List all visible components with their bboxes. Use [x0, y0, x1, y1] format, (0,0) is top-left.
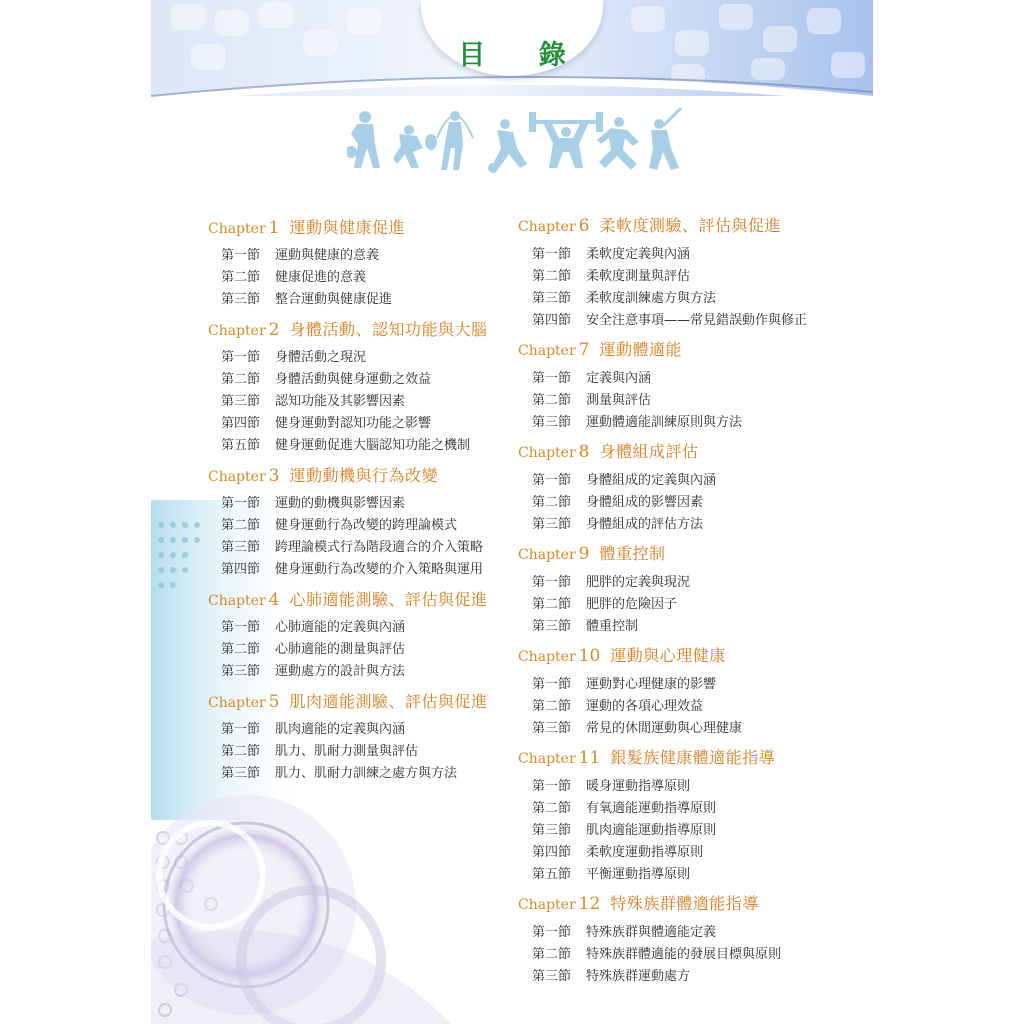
chapter-heading	[518, 748, 775, 769]
chapter-heading	[208, 590, 487, 611]
section-title: 測量與評估	[586, 393, 652, 408]
chapter-number: 2	[268, 320, 280, 340]
section-entry	[532, 698, 703, 716]
chapter-title: 運動與健康促進	[289, 218, 405, 237]
section-entry	[532, 268, 690, 286]
section-title: 肥胖的定義與現況	[586, 575, 691, 590]
section-title: 肌肉適能運動指導原則	[586, 823, 717, 838]
basketball-player-icon	[347, 111, 380, 168]
section-title: 運動處方的設計與方法	[275, 664, 406, 679]
section-label: 第二節	[221, 270, 261, 285]
section-title: 健身運動對認知功能之影響	[275, 416, 432, 431]
section-entry	[532, 866, 690, 884]
section-entry	[532, 924, 716, 942]
section-entry	[532, 822, 716, 840]
section-entry	[221, 765, 457, 783]
chapter-label: Chapter	[518, 343, 576, 359]
section-title: 特殊族群運動處方	[586, 969, 691, 984]
chapter-number: 3	[268, 466, 280, 486]
section-label: 第一節	[221, 350, 261, 365]
chapter-heading	[208, 466, 438, 487]
chapter-title: 運動與心理健康	[610, 646, 726, 665]
section-entry	[532, 370, 651, 388]
section-label: 第一節	[221, 620, 261, 635]
section-title: 肥胖的危險因子	[586, 597, 678, 612]
section-label: 第三節	[532, 517, 572, 532]
section-label: 第三節	[221, 394, 261, 409]
section-label: 第三節	[221, 292, 261, 307]
section-label: 第二節	[532, 393, 572, 408]
section-entry	[221, 393, 405, 411]
runner-icon	[597, 117, 639, 170]
chapter-heading	[518, 894, 759, 915]
section-entry	[221, 495, 405, 513]
section-entry	[532, 946, 781, 964]
section-title: 心肺適能的定義與內涵	[275, 620, 406, 635]
section-entry	[221, 349, 366, 367]
section-label: 第二節	[221, 744, 261, 759]
section-title: 柔軟度定義與內涵	[586, 247, 691, 262]
section-entry	[221, 641, 405, 659]
chapter-number: 5	[268, 692, 280, 712]
chapter-title: 運動動機與行為改變	[289, 466, 438, 485]
section-label: 第二節	[532, 495, 572, 510]
section-title: 跨理論模式行為階段適合的介入策略	[275, 540, 484, 555]
section-title: 暖身運動指導原則	[586, 779, 691, 794]
section-title: 特殊族群體適能的發展目標與原則	[586, 947, 782, 962]
section-title: 運動體適能訓練原則與方法	[586, 415, 743, 430]
chapter-label: Chapter	[208, 221, 266, 237]
section-entry	[532, 494, 703, 512]
section-entry	[532, 778, 690, 796]
chapter-title: 銀髮族健康體適能指導	[610, 748, 776, 767]
chapter-number: 6	[578, 216, 590, 236]
section-label: 第三節	[532, 291, 572, 306]
section-entry	[532, 312, 807, 330]
section-entry	[532, 968, 690, 986]
chapter-title: 身體組成評估	[599, 442, 699, 461]
section-entry	[532, 290, 716, 308]
chapter-label: Chapter	[518, 649, 576, 665]
section-label: 第一節	[532, 247, 572, 262]
section-label: 第三節	[532, 823, 572, 838]
section-entry	[532, 844, 703, 862]
section-label: 第一節	[532, 779, 572, 794]
weightlifter-icon	[529, 112, 603, 168]
section-title: 肌肉適能的定義與內涵	[275, 722, 406, 737]
section-entry	[532, 414, 742, 432]
section-title: 特殊族群與體適能定義	[586, 925, 717, 940]
chapter-number: 1	[268, 218, 280, 238]
section-label: 第二節	[221, 518, 261, 533]
section-title: 有氧適能運動指導原則	[586, 801, 717, 816]
chapter-heading	[518, 544, 665, 565]
section-title: 身體組成的評估方法	[586, 517, 704, 532]
section-label: 第一節	[221, 248, 261, 263]
section-title: 身體活動之現況	[275, 350, 367, 365]
chapter-number: 9	[578, 544, 590, 564]
section-label: 第一節	[532, 925, 572, 940]
baseball-batter-icon	[649, 108, 681, 170]
chapter-title: 體重控制	[599, 544, 666, 563]
chapter-label: Chapter	[518, 897, 576, 913]
section-entry	[221, 539, 483, 557]
chapter-heading	[208, 218, 405, 239]
section-title: 運動的各項心理效益	[586, 699, 704, 714]
section-label: 第一節	[532, 473, 572, 488]
toc-page	[151, 0, 873, 1024]
section-entry	[221, 415, 431, 433]
section-entry	[532, 246, 690, 264]
section-label: 第四節	[532, 845, 572, 860]
chapter-number: 8	[578, 442, 590, 462]
section-title: 肌力、肌耐力測量與評估	[275, 744, 419, 759]
section-title: 柔軟度測量與評估	[586, 269, 691, 284]
section-label: 第三節	[532, 969, 572, 984]
section-title: 體重控制	[586, 619, 639, 634]
section-title: 身體組成的影響因素	[586, 495, 704, 510]
section-entry	[532, 472, 716, 490]
section-entry	[221, 561, 483, 579]
chapter-number: 12	[578, 894, 601, 914]
chapter-label: Chapter	[518, 547, 576, 563]
section-title: 運動的動機與影響因素	[275, 496, 406, 511]
chapter-title: 身體活動、認知功能與大腦	[289, 320, 488, 339]
section-label: 第三節	[221, 766, 261, 781]
section-entry	[221, 619, 405, 637]
section-label: 第五節	[532, 867, 572, 882]
section-title: 柔軟度運動指導原則	[586, 845, 704, 860]
section-title: 整合運動與健康促進	[275, 292, 393, 307]
chapter-number: 11	[578, 748, 601, 768]
section-entry	[532, 720, 742, 738]
section-label: 第一節	[221, 722, 261, 737]
section-label: 第一節	[532, 575, 572, 590]
chapter-label: Chapter	[208, 469, 266, 485]
section-label: 第三節	[221, 540, 261, 555]
section-title: 肌力、肌耐力訓練之處方與方法	[275, 766, 458, 781]
section-entry	[221, 721, 405, 739]
page-title: 目 錄	[458, 40, 588, 71]
chapter-label: Chapter	[518, 445, 576, 461]
section-entry	[221, 663, 405, 681]
section-label: 第二節	[221, 372, 261, 387]
section-title: 身體組成的定義與內涵	[586, 473, 717, 488]
chapter-title: 肌肉適能測驗、評估與促進	[289, 692, 488, 711]
chapter-heading	[208, 320, 487, 341]
chapter-number: 7	[578, 340, 590, 360]
section-entry	[221, 291, 392, 309]
section-title: 健身運動促進大腦認知功能之機制	[275, 438, 471, 453]
chapter-label: Chapter	[208, 323, 266, 339]
chapter-number: 10	[578, 646, 601, 666]
section-title: 常見的休閒運動與心理健康	[586, 721, 743, 736]
section-title: 心肺適能的測量與評估	[275, 642, 406, 657]
section-title: 定義與內涵	[586, 371, 652, 386]
jump-rope-icon	[437, 111, 473, 170]
section-title: 健康促進的意義	[275, 270, 367, 285]
section-entry	[221, 437, 470, 455]
section-entry	[532, 676, 716, 694]
chapter-label: Chapter	[208, 593, 266, 609]
section-label: 第一節	[532, 677, 572, 692]
section-entry	[532, 516, 703, 534]
section-entry	[221, 247, 379, 265]
section-entry	[532, 574, 690, 592]
athlete-silhouettes	[347, 108, 682, 174]
section-label: 第二節	[532, 597, 572, 612]
section-title: 運動與健康的意義	[275, 248, 380, 263]
section-title: 健身運動行為改變的介入策略與運用	[275, 562, 484, 577]
section-entry	[221, 517, 457, 535]
section-entry	[221, 269, 366, 287]
chapter-label: Chapter	[518, 219, 576, 235]
section-label: 第三節	[532, 415, 572, 430]
chapter-title: 心肺適能測驗、評估與促進	[289, 590, 488, 609]
section-label: 第二節	[532, 947, 572, 962]
section-label: 第一節	[221, 496, 261, 511]
chapter-label: Chapter	[208, 695, 266, 711]
section-entry	[532, 800, 716, 818]
section-label: 第二節	[532, 269, 572, 284]
section-entry	[532, 596, 677, 614]
section-title: 安全注意事項——常見錯誤動作與修正	[586, 313, 808, 328]
section-entry	[221, 371, 431, 389]
section-label: 第三節	[532, 721, 572, 736]
section-label: 第三節	[532, 619, 572, 634]
chapter-heading	[208, 692, 487, 713]
chapter-heading	[518, 340, 682, 361]
tennis-player-icon	[393, 125, 437, 168]
soccer-player-icon	[488, 119, 527, 173]
section-label: 第二節	[532, 801, 572, 816]
section-title: 平衡運動指導原則	[586, 867, 691, 882]
section-entry	[221, 743, 418, 761]
section-label: 第五節	[221, 438, 261, 453]
section-label: 第二節	[532, 699, 572, 714]
section-title: 認知功能及其影響因素	[275, 394, 406, 409]
section-label: 第四節	[221, 416, 261, 431]
section-title: 運動對心理健康的影響	[586, 677, 717, 692]
chapter-heading	[518, 216, 781, 237]
chapter-title: 運動體適能	[599, 340, 682, 359]
section-label: 第一節	[532, 371, 572, 386]
chapter-heading	[518, 442, 698, 463]
chapter-heading	[518, 646, 726, 667]
section-title: 身體活動與健身運動之效益	[275, 372, 432, 387]
section-label: 第二節	[221, 642, 261, 657]
chapter-label: Chapter	[518, 751, 576, 767]
chapter-title: 特殊族群體適能指導	[610, 894, 759, 913]
section-label: 第四節	[221, 562, 261, 577]
section-entry	[532, 392, 651, 410]
section-title: 健身運動行為改變的跨理論模式	[275, 518, 458, 533]
section-title: 柔軟度訓練處方與方法	[586, 291, 717, 306]
chapter-title: 柔軟度測驗、評估與促進	[599, 216, 781, 235]
section-label: 第三節	[221, 664, 261, 679]
section-label: 第四節	[532, 313, 572, 328]
section-entry	[532, 618, 638, 636]
chapter-number: 4	[268, 590, 280, 610]
